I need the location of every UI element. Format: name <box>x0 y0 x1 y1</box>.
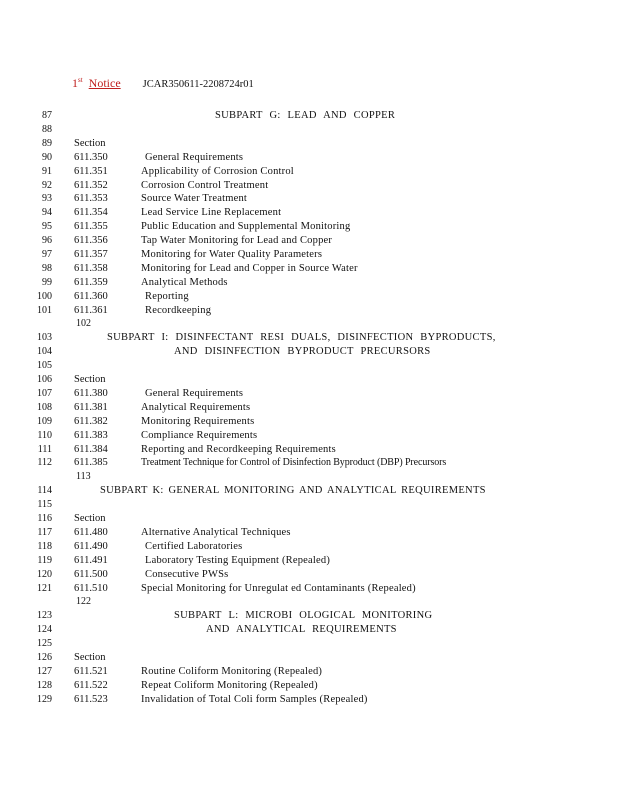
notice-label: Notice <box>88 76 121 90</box>
section-number: 611.353 <box>74 193 108 204</box>
section-title: Lead Service Line Replacement <box>141 207 282 218</box>
doc-line <box>0 192 618 205</box>
section-title: General Requirements <box>145 152 244 163</box>
section-number: 611.523 <box>74 694 108 705</box>
section-number: 611.381 <box>74 402 108 413</box>
section-title: Certified Laboratories <box>145 541 243 552</box>
section-title: Compliance Requirements <box>141 430 258 441</box>
line-number: 121 <box>37 583 52 594</box>
line-number: 100 <box>37 291 52 302</box>
doc-line <box>0 345 618 358</box>
doc-line <box>0 123 618 136</box>
section-number: 611.351 <box>74 166 108 177</box>
doc-line <box>0 443 618 456</box>
section-number: 611.359 <box>74 277 108 288</box>
line-number: 98 <box>42 263 52 274</box>
doc-line <box>0 568 618 581</box>
section-number: 611.357 <box>74 249 108 260</box>
section-number: 611.350 <box>74 152 108 163</box>
doc-line <box>0 220 618 233</box>
section-number: 611.355 <box>74 221 108 232</box>
section-title: Repeat Coliform Monitoring (Repealed) <box>141 680 318 691</box>
doc-line <box>0 609 618 622</box>
line-number: 118 <box>37 541 52 552</box>
section-number: 611.360 <box>74 291 108 302</box>
line-number: 117 <box>37 527 52 538</box>
doc-line <box>0 387 618 400</box>
line-number: 90 <box>42 152 52 163</box>
doc-line <box>0 512 618 525</box>
section-title: Corrosion Control Treatment <box>141 180 269 191</box>
line-number: 114 <box>37 485 52 496</box>
section-title: Monitoring for Lead and Copper in Source Water <box>141 263 358 274</box>
doc-line <box>0 456 618 469</box>
subpart-heading: SUBPART I: DISINFECTANT RESI DUALS, DISINFECTION BYPRODUCTS, <box>107 332 496 343</box>
doc-line <box>0 331 618 344</box>
line-number: 105 <box>37 360 52 371</box>
line-number: 94 <box>42 207 52 218</box>
doc-line <box>0 359 618 372</box>
line-number: 123 <box>37 610 52 621</box>
subpart-heading: AND ANALYTICAL REQUIREMENTS <box>206 624 397 635</box>
doc-line <box>0 165 618 178</box>
section-title: Special Monitoring for Unregulat ed Contaminants (Repealed) <box>141 583 416 594</box>
section-label: Section <box>74 513 106 524</box>
line-number: 93 <box>42 193 52 204</box>
line-number: 87 <box>42 110 52 121</box>
section-title: General Requirements <box>145 388 244 399</box>
section-title: Tap Water Monitoring for Lead and Copper <box>141 235 333 246</box>
line-number: 129 <box>37 694 52 705</box>
subpart-heading: SUBPART L: MICROBI OLOGICAL MONITORING <box>174 610 433 621</box>
section-number: 611.521 <box>74 666 108 677</box>
subpart-heading: AND DISINFECTION BYPRODUCT PRECURSORS <box>174 346 431 357</box>
line-number: 110 <box>37 430 52 441</box>
doc-line <box>0 623 618 636</box>
doc-line <box>0 276 618 289</box>
doc-line <box>0 415 618 428</box>
line-number: 102 <box>76 318 91 329</box>
line-number: 97 <box>42 249 52 260</box>
doc-line <box>0 290 618 303</box>
doc-line <box>0 109 618 122</box>
doc-line <box>0 679 618 692</box>
section-number: 611.380 <box>74 388 108 399</box>
line-number: 95 <box>42 221 52 232</box>
doc-line <box>0 429 618 442</box>
line-number: 122 <box>76 596 91 607</box>
line-number: 103 <box>37 332 52 343</box>
section-number: 611.510 <box>74 583 108 594</box>
line-number: 115 <box>37 499 52 510</box>
section-title: Analytical Requirements <box>141 402 251 413</box>
section-number: 611.522 <box>74 680 108 691</box>
section-title: Monitoring for Water Quality Parameters <box>141 249 323 260</box>
doc-line <box>0 151 618 164</box>
doc-line <box>0 651 618 664</box>
section-number: 611.354 <box>74 207 108 218</box>
doc-line <box>0 179 618 192</box>
section-number: 611.358 <box>74 263 108 274</box>
jcar-id: JCAR350611-2208724r01 <box>142 79 254 90</box>
section-title: Analytical Methods <box>141 277 228 288</box>
doc-line <box>0 234 618 247</box>
section-number: 611.356 <box>74 235 108 246</box>
line-number: 125 <box>37 638 52 649</box>
doc-line <box>0 665 618 678</box>
section-label: Section <box>74 138 106 149</box>
doc-line <box>0 637 618 650</box>
section-number: 611.385 <box>74 457 108 468</box>
section-number: 611.491 <box>74 555 108 566</box>
doc-line <box>0 206 618 219</box>
line-number: 108 <box>37 402 52 413</box>
line-number: 128 <box>37 680 52 691</box>
doc-line <box>0 526 618 539</box>
section-number: 611.382 <box>74 416 108 427</box>
doc-line <box>0 693 618 706</box>
section-title: Reporting and Recordkeeping Requirements <box>141 444 336 455</box>
section-label: Section <box>74 652 106 663</box>
section-title: Source Water Treatment <box>141 193 248 204</box>
doc-line <box>0 373 618 386</box>
line-number: 109 <box>37 416 52 427</box>
line-number: 89 <box>42 138 52 149</box>
line-number: 106 <box>37 374 52 385</box>
doc-line <box>0 304 618 317</box>
subpart-heading: SUBPART G: LEAD AND COPPER <box>215 110 396 121</box>
section-number: 611.383 <box>74 430 108 441</box>
line-number: 91 <box>42 166 52 177</box>
doc-line <box>0 317 618 330</box>
section-title: Invalidation of Total Coli form Samples (Repealed) <box>141 694 368 705</box>
line-number: 111 <box>37 444 52 455</box>
doc-line <box>0 248 618 261</box>
section-label: Section <box>74 374 106 385</box>
section-number: 611.361 <box>74 305 108 316</box>
notice-number: 1st <box>72 76 83 90</box>
section-title: Alternative Analytical Techniques <box>141 527 291 538</box>
doc-line <box>0 540 618 553</box>
line-number: 92 <box>42 180 52 191</box>
line-number: 112 <box>37 457 52 468</box>
section-title: Public Education and Supplemental Monitoring <box>141 221 351 232</box>
notice-header <box>72 76 254 91</box>
doc-line <box>0 582 618 595</box>
doc-line <box>0 401 618 414</box>
doc-line <box>0 137 618 150</box>
line-number: 116 <box>37 513 52 524</box>
section-title: Applicability of Corrosion Control <box>141 166 294 177</box>
line-number: 120 <box>37 569 52 580</box>
doc-line <box>0 470 618 483</box>
section-number: 611.500 <box>74 569 108 580</box>
line-number: 124 <box>37 624 52 635</box>
section-number: 611.384 <box>74 444 108 455</box>
subpart-heading: SUBPART K: GENERAL MONITORING AND ANALYTICAL REQUIREMENTS <box>100 485 486 496</box>
line-number: 99 <box>42 277 52 288</box>
doc-line <box>0 262 618 275</box>
doc-line <box>0 498 618 511</box>
line-number: 107 <box>37 388 52 399</box>
doc-line <box>0 554 618 567</box>
doc-line <box>0 484 618 497</box>
section-title: Monitoring Requirements <box>141 416 255 427</box>
section-title: Treatment Technique for Control of Disinfection Byproduct (DBP) Precursors <box>141 457 447 468</box>
line-number: 101 <box>37 305 52 316</box>
line-number: 88 <box>42 124 52 135</box>
section-title: Reporting <box>145 291 189 302</box>
line-number: 96 <box>42 235 52 246</box>
section-title: Routine Coliform Monitoring (Repealed) <box>141 666 323 677</box>
line-number: 119 <box>37 555 52 566</box>
doc-line <box>0 595 618 608</box>
section-title: Recordkeeping <box>145 305 212 316</box>
section-number: 611.490 <box>74 541 108 552</box>
line-number: 104 <box>37 346 52 357</box>
section-number: 611.352 <box>74 180 108 191</box>
section-number: 611.480 <box>74 527 108 538</box>
line-number: 127 <box>37 666 52 677</box>
line-number: 113 <box>76 471 91 482</box>
section-title: Consecutive PWSs <box>145 569 229 580</box>
line-number: 126 <box>37 652 52 663</box>
section-title: Laboratory Testing Equipment (Repealed) <box>145 555 331 566</box>
